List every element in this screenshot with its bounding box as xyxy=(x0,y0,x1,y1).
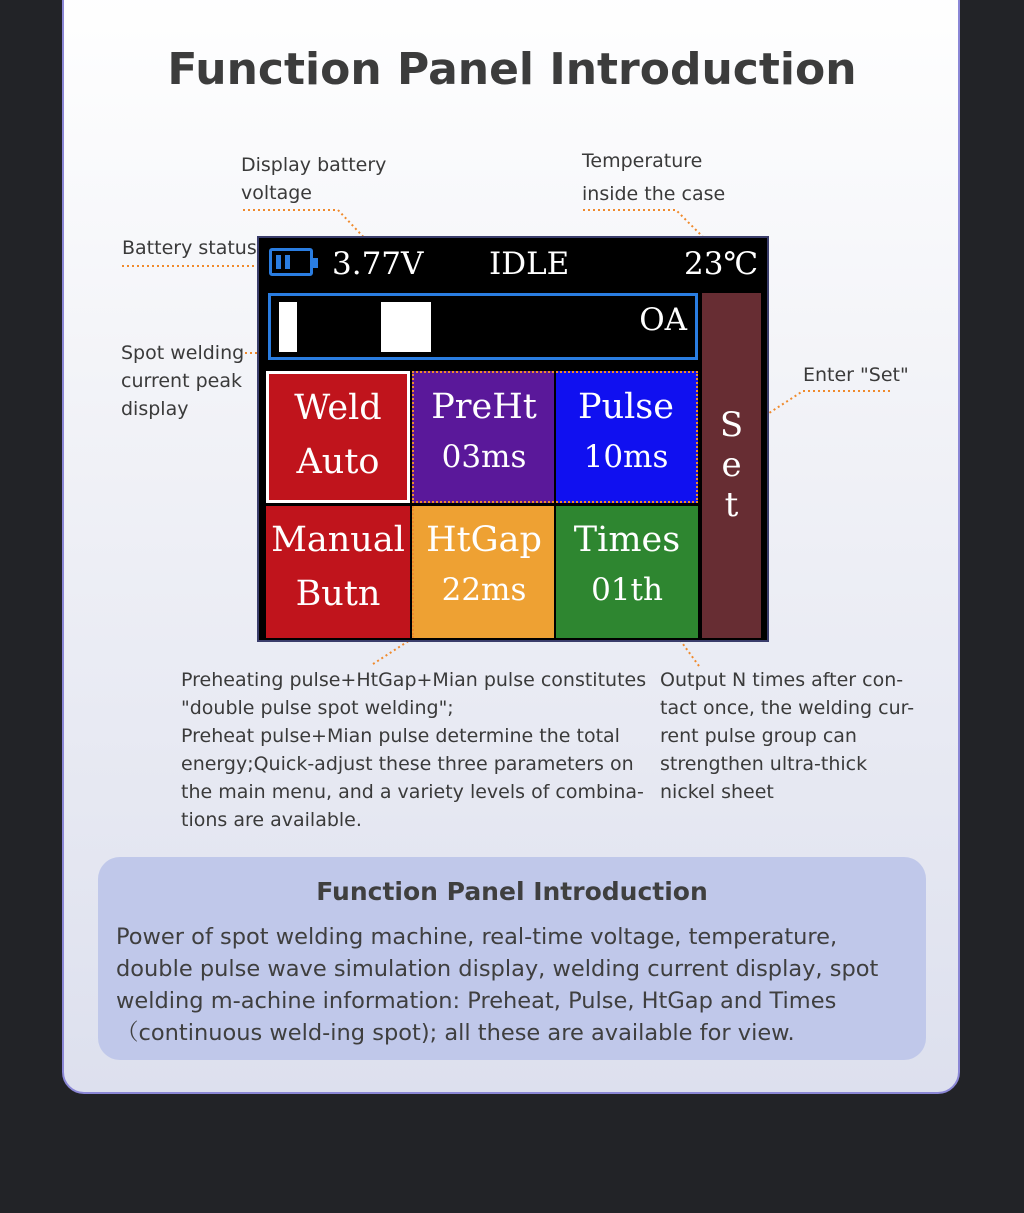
intro-body: Power of spot welding machine, real-time voltage, temperature, double pulse wave simulation display, welding current display, spot welding m-achine information: Preheat, Pulse, HtGap and Times（continuous weld-ing spot); all these are available for view. xyxy=(116,924,879,1046)
annotation-double-pulse: Preheating pulse+HtGap+Mian pulse constitutes "double pulse spot welding"; Preheat pulse+Mian pulse determine the total energy;Quick-adjust these three parameters on the main menu, and a variety levels of combina- tions are available. xyxy=(181,669,647,831)
temperature-readout: 23℃ xyxy=(684,246,759,282)
annotation-enter-set: Enter "Set" xyxy=(803,364,909,386)
page-title: Function Panel Introduction xyxy=(167,44,857,95)
intro-box xyxy=(98,857,926,1060)
main-pulse-bar xyxy=(381,302,431,352)
annotation-battery-status: Battery status xyxy=(122,237,257,259)
tile-heat-gap[interactable]: HtGap 22ms xyxy=(412,506,554,638)
annotation-output-times: Output N times after con- tact once, the welding cur- rent pulse group can strengthen ultra-thick nickel sheet xyxy=(660,669,915,803)
annotation-current-peak: Spot welding current peak display xyxy=(121,342,245,420)
status-readout: IDLE xyxy=(489,246,570,282)
tile-times[interactable]: Times 01th xyxy=(556,506,698,638)
current-peak-value: OA xyxy=(639,302,687,338)
battery-icon xyxy=(269,248,313,276)
voltage-readout: 3.77V xyxy=(332,246,424,282)
leader-output-times xyxy=(680,640,699,666)
tile-manual-button[interactable]: Manual Butn xyxy=(266,506,410,638)
current-peak-display xyxy=(268,293,698,360)
set-button[interactable]: S e t xyxy=(702,293,761,638)
annotation-battery-voltage: Display battery voltage xyxy=(241,154,387,204)
tile-preheat[interactable]: PreHt 03ms xyxy=(412,371,554,503)
tile-weld-mode[interactable]: Weld Auto xyxy=(266,371,410,503)
tile-pulse[interactable]: Pulse 10ms xyxy=(556,371,698,503)
device-screen xyxy=(257,236,769,642)
annotation-temperature: Temperature inside the case xyxy=(582,150,726,205)
intro-heading: Function Panel Introduction xyxy=(316,877,708,906)
leader-double-pulse xyxy=(373,640,410,664)
preheat-pulse-bar xyxy=(279,302,297,352)
